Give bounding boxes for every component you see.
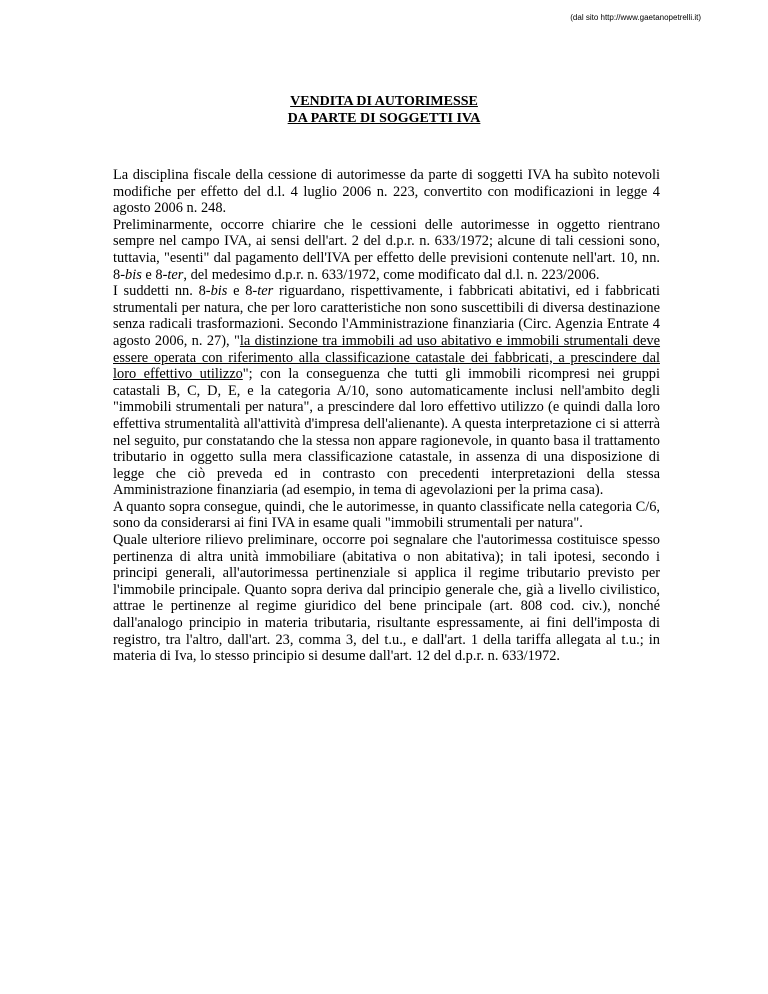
source-note: (dal sito http://www.gaetanopetrelli.it) xyxy=(570,13,701,22)
title-line-1: VENDITA DI AUTORIMESSE xyxy=(290,94,478,109)
italic-term: bis xyxy=(210,283,228,300)
text-run: I suddetti nn. 8- xyxy=(113,283,211,300)
text-run: e 8- xyxy=(227,283,258,300)
document-title xyxy=(0,93,768,127)
paragraph xyxy=(113,283,660,499)
text-run: "; con la conseguenza che tutti gli immobili ricompresi nei gruppi catastali B, C, D, E, e la categoria A/10, sono automaticamente inclusi nell'ambito degli "immobili strumentali per natura", a prescindere dal loro effettivo utilizzo (e quindi dalla loro effettiva strumentalità all'attività d'impresa dell'alienante). A questa interpretazione ci si atterrà nel seguito, pur constatando che la stessa non appare ragionevole, in quanto basa il trattamento tributario in oggetto sulla mera classificazione catastale, in assenza di una disposizione di legge che ciò preveda ed in contrasto con precedenti interpretazioni della stessa Amministrazione finanziaria (ad esempio, in tema di agevolazioni per la prima casa). xyxy=(113,366,660,499)
paragraph: Quale ulteriore rilievo preliminare, occorre poi segnalare che l'autorimessa costituisce spesso pertinenza di altra unità immobiliare (abitativa o non abitativa); in tali ipotesi, secondo i principi generali, all'autorimessa pertinenziale si applica il regime tributario previsto per l'immobile principale. Quanto sopra deriva dal principio generale che, già a livello civilistico, attrae le pertinenze al regime giuridico del bene principale (art. 808 cod. civ.), nonché dall'analogo principio in materia tributaria, risultante espressamente, ai fini dell'imposta di registro, tra l'altro, dall'art. 23, comma 3, del t.u., e dall'art. 1 della tariffa allegata al t.u.; in materia di Iva, lo stesso principio si desume dall'art. 12 del d.p.r. n. 633/1972. xyxy=(113,532,660,665)
text-run: riguardano, rispettivamente, i fabbricati abitativi, ed i fabbricati strumentali per natura, che per loro caratteristiche non sono suscettibili di diversa destinazione senza radicali trasformazioni. Secondo l'Amministrazione finanziaria (Circ. Agenzia Entrate 4 agosto 2006, n. 27), " xyxy=(113,283,660,349)
text-run: Preliminarmente, occorre chiarire che le cessioni delle autorimesse in oggetto rientrano sempre nel campo IVA, ai sensi dell'art. 2 del d.p.r. n. 633/1972; alcune di tali cessioni sono, tuttavia, "esenti" dal pagamento dell'IVA per effetto delle previsioni contenute nell'art. 10, nn. 8- xyxy=(113,216,660,283)
document-body xyxy=(113,167,660,665)
italic-term: bis xyxy=(125,266,142,283)
paragraph xyxy=(113,217,660,283)
paragraph: A quanto sopra consegue, quindi, che le autorimesse, in quanto classificate nella categoria C/6, sono da considerarsi ai fini IVA in esame quali "immobili strumentali per natura". xyxy=(113,498,660,532)
underlined-quote: la distinzione tra immobili ad uso abitativo e immobili strumentali deve essere operata con riferimento alla classificazione catastale dei fabbricati, a prescindere dal loro effettivo utilizzo xyxy=(113,332,661,383)
italic-term: ter xyxy=(167,266,184,283)
italic-term: ter xyxy=(257,283,274,300)
text-run: , del medesimo d.p.r. n. 633/1972, come modificato dal d.l. n. 223/2006. xyxy=(183,266,600,283)
text-run: e 8- xyxy=(141,266,168,283)
paragraph: La disciplina fiscale della cessione di autorimesse da parte di soggetti IVA ha subìto notevoli modifiche per effetto del d.l. 4 luglio 2006 n. 223, convertito con modificazioni in legge 4 agosto 2006 n. 248. xyxy=(113,167,660,217)
title-line-2: DA PARTE DI SOGGETTI IVA xyxy=(287,111,481,126)
